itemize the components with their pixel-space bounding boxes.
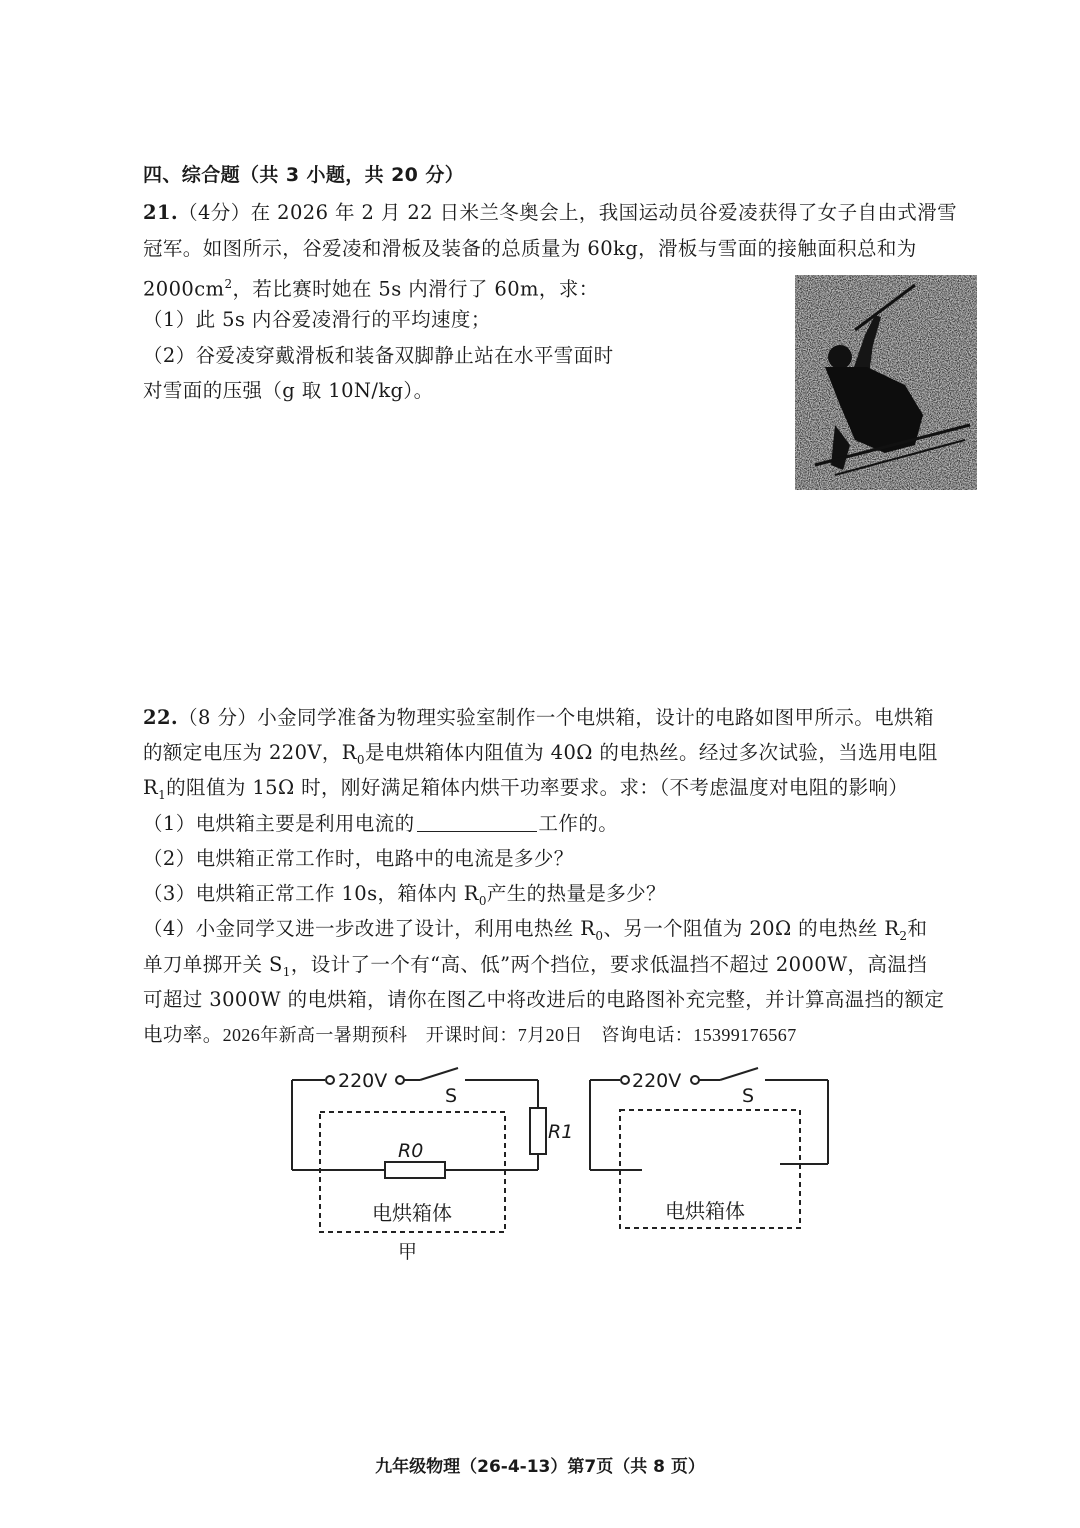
- page-footer: 九年级物理（26-4-13）第7页（共 8 页）: [375, 1457, 705, 1477]
- q22-line3: $R_1$的阻值为 15Ω 时，刚好满足箱体内烘干功率要求。求：（不考虑温度对电阻的影响）: [143, 776, 909, 802]
- fig-jia-switch: S: [445, 1085, 458, 1107]
- q22-line2: 的额定电压为 220V，$R_0$是电烘箱体内阻值为 40Ω 的电热丝。经过多次试验，当选用电阻: [143, 741, 938, 767]
- q22-sub2: （2）电烘箱正常工作时，电路中的电流是多少？: [143, 847, 574, 870]
- circuit-figures: [280, 1060, 860, 1270]
- q22-sub4-line1: （4）小金同学又进一步改进了设计，利用电热丝 $R_0$、另一个阻值为 20Ω 的电热丝 $R_2$和: [143, 917, 928, 943]
- fig-yi-switch: S: [742, 1085, 755, 1107]
- fig-yi-voltage: 220V: [632, 1070, 682, 1092]
- answer-blank[interactable]: [417, 811, 537, 832]
- q21-line2: 冠军。如图所示，谷爱凌和滑板及装备的总质量为 60kg，滑板与雪面的接触面积总和为: [143, 237, 917, 260]
- skier-photo: [795, 275, 977, 490]
- q22-sub4-line3: 可超过 3000W 的电烘箱，请你在图乙中将改进后的电路图补充完整，并计算高温挡的额定: [143, 988, 945, 1011]
- section-title: 四、综合题（共 3 小题，共 20 分）: [143, 164, 465, 186]
- q21-sub1: （1）此 5s 内谷爱凌滑行的平均速度；: [143, 308, 491, 331]
- fig-jia-voltage: 220V: [338, 1070, 388, 1092]
- q22-sub4-line2: 单刀单掷开关 $S_1$，设计了一个有“高、低”两个挡位，要求低温挡不超过 2000W，高温挡: [143, 953, 928, 979]
- q22-sub4-line4: 电功率。2026年新高一暑期预科 开课时间：7月20日 咨询电话：15399176567: [143, 1023, 797, 1046]
- q21-line3: $2000cm^2$，若比赛时她在 5s 内滑行了 60m，求：: [143, 277, 599, 301]
- q21-number: 21.: [143, 201, 179, 224]
- q21-line1: 21.（4分）在 2026 年 2 月 22 日米兰冬奥会上，我国运动员谷爱凌获得了女子自由式滑雪: [143, 201, 957, 224]
- q22-sub1: （1）电烘箱主要是利用电流的 工作的。: [143, 812, 619, 835]
- fig-jia-caption: 甲: [398, 1241, 418, 1263]
- q21-sub2b: 对雪面的压强（g 取 10N/kg）。: [143, 379, 434, 402]
- fig-yi-box: 电烘箱体: [665, 1199, 745, 1223]
- q22-sub3: （3）电烘箱正常工作 10s，箱体内 $R_0$产生的热量是多少？: [143, 882, 666, 908]
- fig-jia-r1: R1: [548, 1121, 574, 1143]
- fig-jia-r0: R0: [398, 1140, 424, 1162]
- q22-number: 22.: [143, 706, 179, 729]
- fig-jia-box: 电烘箱体: [372, 1201, 452, 1225]
- ad-text: 2026年新高一暑期预科 开课时间：7月20日 咨询电话：15399176567: [222, 1025, 797, 1045]
- q22-line1: 22.（8 分）小金同学准备为物理实验室制作一个电烘箱，设计的电路如图甲所示。电烘箱: [143, 706, 934, 729]
- q21-sub2: （2）谷爱凌穿戴滑板和装备双脚静止站在水平雪面时: [143, 344, 614, 367]
